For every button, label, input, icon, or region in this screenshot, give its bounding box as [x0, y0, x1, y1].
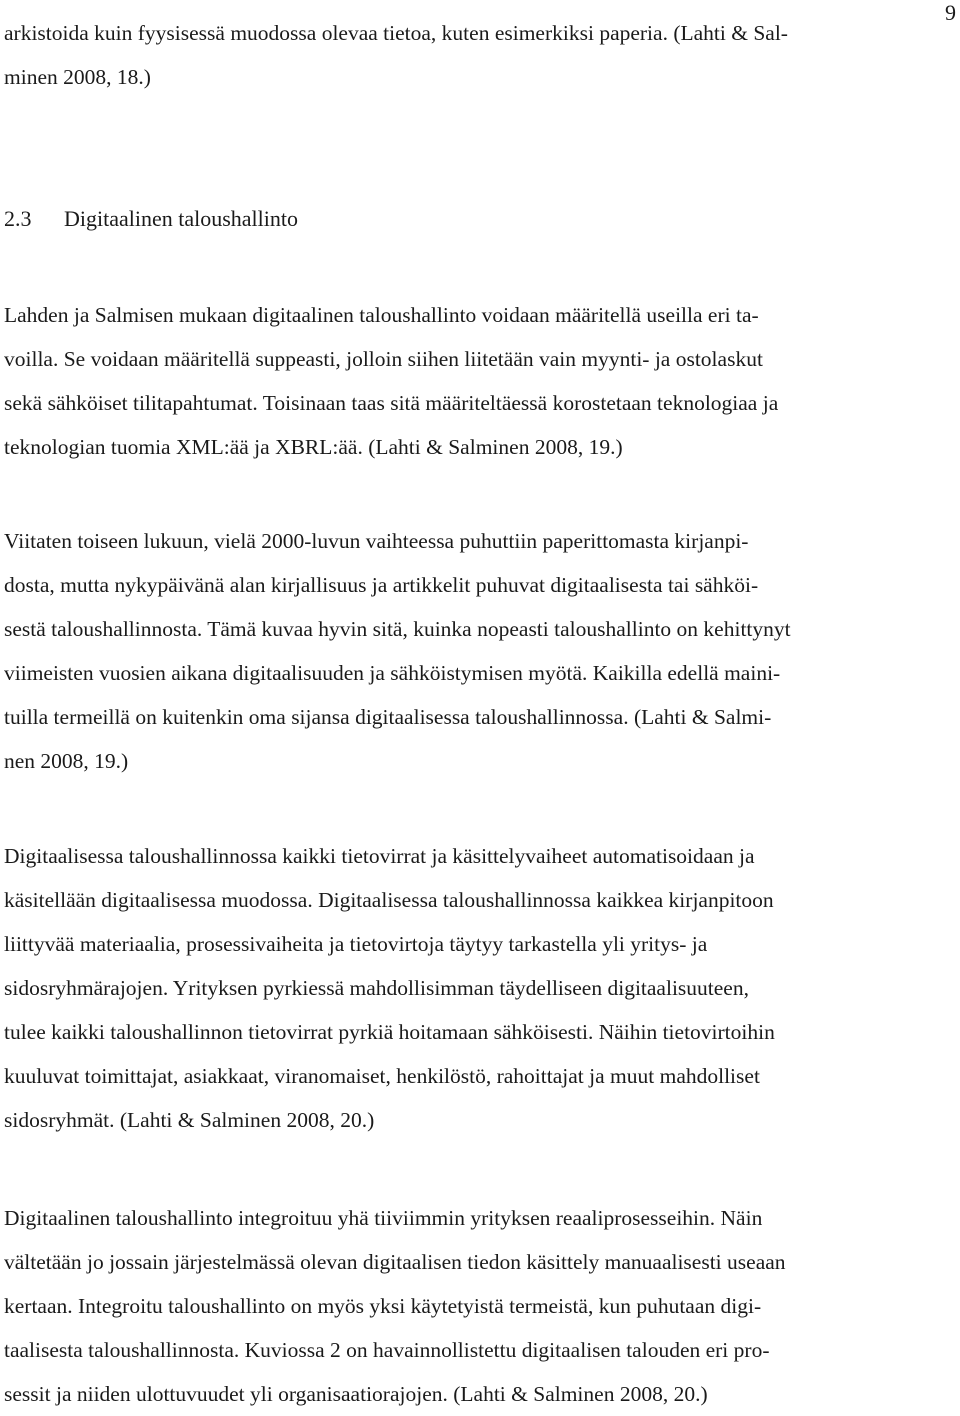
- paragraph-line: arkistoida kuin fyysisessä muodossa olevaa tietoa, kuten esimerkiksi paperia. (Lahti & Sal-: [4, 21, 788, 45]
- paragraph-4: [4, 834, 956, 1142]
- paragraph-line: kertaan. Integroitu taloushallinto on myös yksi käytetyistä termeistä, kun puhutaan digi-: [4, 1294, 762, 1318]
- paragraph-line: sidosryhmärajojen. Yrityksen pyrkiessä mahdollisimman täydelliseen digitaalisuuteen,: [4, 976, 749, 1000]
- paragraph-line: sekä sähköiset tilitapahtumat. Toisinaan taas sitä määriteltäessä korostetaan teknologiaa ja: [4, 391, 779, 415]
- paragraph-line: voilla. Se voidaan määritellä suppeasti, jolloin siihen liitetään vain myynti- ja ostolaskut: [4, 347, 763, 371]
- paragraph-line: liittyvää materiaalia, prosessivaiheita ja tietovirtoja täytyy tarkastella yli yritys- ja: [4, 932, 708, 956]
- paragraph-line: teknologian tuomia XML:ää ja XBRL:ää. (Lahti & Salminen 2008, 19.): [4, 435, 623, 459]
- paragraph-line: vältetään jo jossain järjestelmässä olevan digitaalisen tiedon käsittely manuaalisesti useaan: [4, 1250, 786, 1274]
- paragraph-line: viimeisten vuosien aikana digitaalisuuden ja sähköistymisen myötä. Kaikilla edellä maini-: [4, 661, 781, 685]
- page-number: 9: [945, 0, 956, 25]
- paragraph-line: tuilla termeillä on kuitenkin oma sijansa digitaalisessa taloushallinnossa. (Lahti & Salmi-: [4, 705, 772, 729]
- paragraph-2: [4, 293, 956, 469]
- paragraph-line: dosta, mutta nykypäivänä alan kirjallisuus ja artikkelit puhuvat digitaalisesta tai sähköi-: [4, 573, 759, 597]
- paragraph-line: sestä taloushallinnosta. Tämä kuvaa hyvin sitä, kuinka nopeasti taloushallinto on kehittynyt: [4, 617, 791, 641]
- paragraph-line: sidosryhmät. (Lahti & Salminen 2008, 20.): [4, 1108, 375, 1132]
- paragraph-5: [4, 1196, 956, 1416]
- section-title: Digitaalinen taloushallinto: [64, 206, 299, 231]
- paragraph-line: Lahden ja Salmisen mukaan digitaalinen taloushallinto voidaan määritellä useilla eri ta-: [4, 303, 759, 327]
- paragraph-line: minen 2008, 18.): [4, 65, 151, 89]
- paragraph-line: sessit ja niiden ulottuvuudet yli organisaatiorajojen. (Lahti & Salminen 2008, 20.): [4, 1382, 708, 1406]
- paragraph-line: käsitellään digitaalisessa muodossa. Digitaalisessa taloushallinnossa kaikkea kirjanpitoon: [4, 888, 774, 912]
- paragraph-line: nen 2008, 19.): [4, 749, 129, 773]
- section-heading: [4, 197, 298, 241]
- paragraph-line: Digitaalisessa taloushallinnossa kaikki tietovirrat ja käsittelyvaiheet automatisoidaan ja: [4, 844, 755, 868]
- paragraph-line: kuuluvat toimittajat, asiakkaat, viranomaiset, henkilöstö, rahoittajat ja muut mahdolliset: [4, 1064, 760, 1088]
- paragraph-3: [4, 519, 956, 783]
- paragraph-line: Viitaten toiseen lukuun, vielä 2000-luvun vaihteessa puhuttiin paperittomasta kirjanpi-: [4, 529, 749, 553]
- paragraph-1: [4, 11, 956, 99]
- paragraph-line: tulee kaikki taloushallinnon tietovirrat pyrkiä hoitamaan sähköisesti. Näihin tietovirtoihin: [4, 1020, 775, 1044]
- paragraph-line: Digitaalinen taloushallinto integroituu yhä tiiviimmin yrityksen reaaliprosesseihin. Näin: [4, 1206, 763, 1230]
- paragraph-line: taalisesta taloushallinnosta. Kuviossa 2 on havainnollistettu digitaalisen talouden eri pro-: [4, 1338, 770, 1362]
- section-number: 2.3: [4, 206, 32, 231]
